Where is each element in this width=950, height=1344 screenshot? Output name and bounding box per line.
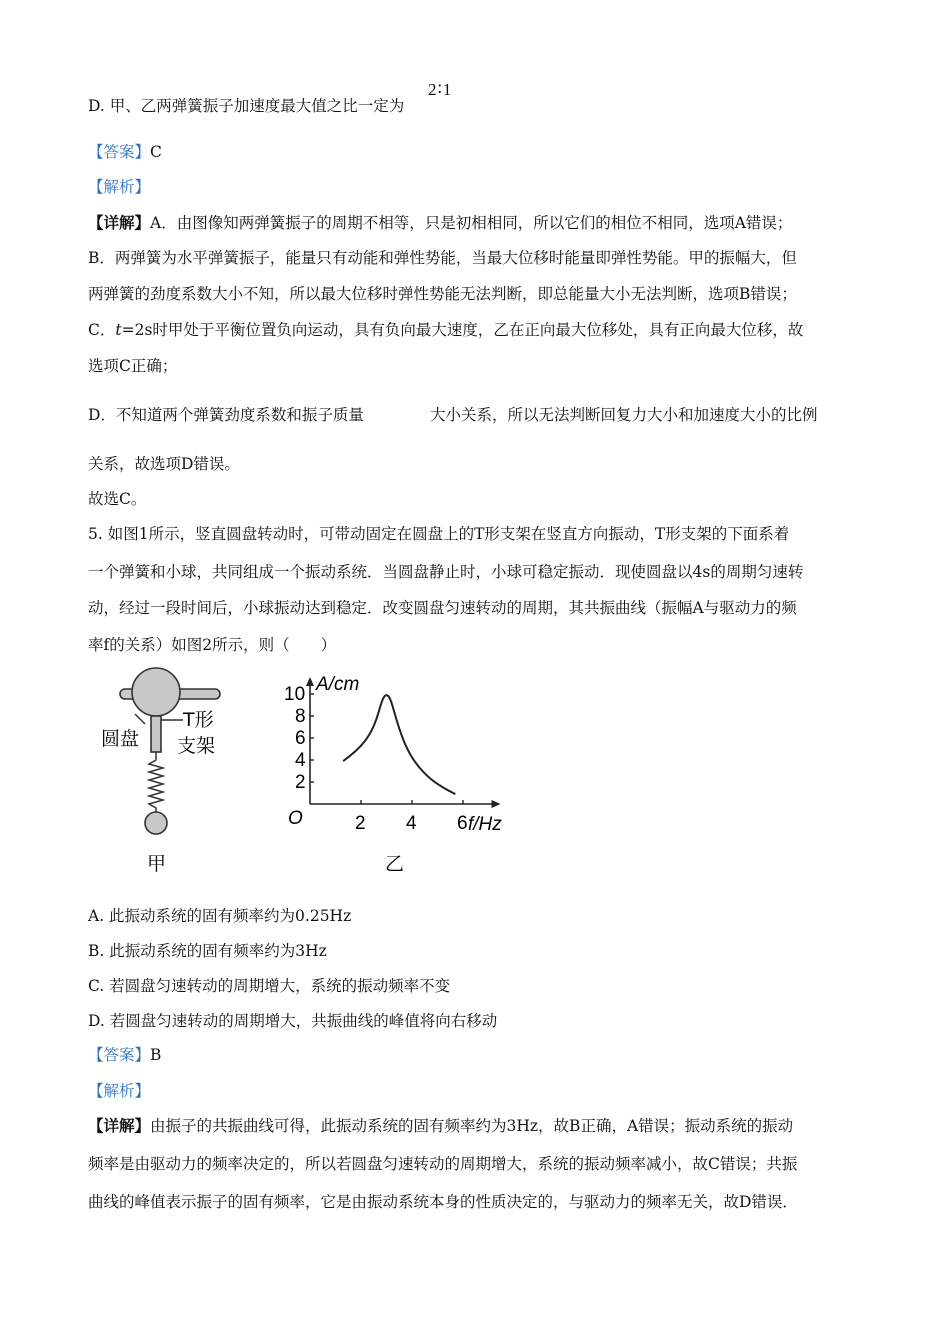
q4-analysis-tag: 【解析】 — [88, 178, 151, 196]
q4-detail-5: 选项C正确； — [88, 357, 178, 375]
detail-tag: 【详解】 — [88, 213, 151, 232]
label-disk: 圆盘 — [101, 728, 140, 750]
label-t-frame-1: T形 — [183, 709, 214, 731]
detail-text: A．由图像知两弹簧振子的周期不相等，只是初相相同，所以它们的相位不相同，选项A错误； — [150, 214, 793, 232]
y-tick-label: 6 — [295, 728, 306, 749]
q4-detail-2: B．两弹簧为水平弹簧振子，能量只有动能和弹性势能，当最大位移时能量即弹性势能。甲的振幅大，但 — [88, 249, 797, 267]
q5-option-a: A. 此振动系统的固有频率约为0.25Hz — [88, 907, 352, 925]
figure-2-caption: 乙 — [385, 853, 405, 875]
q4-ratio: 2∶1 — [428, 80, 453, 99]
q4-detail-1 — [88, 213, 792, 233]
y-tick-label: 2 — [295, 772, 306, 793]
axis-label-y: A/cm — [316, 674, 360, 695]
resonance-curve — [343, 695, 455, 794]
figure-1-caption: 甲 — [147, 853, 167, 875]
q4-detail-6a: D．不知道两个弹簧劲度系数和振子质量 — [88, 406, 364, 424]
chart-ticks — [284, 684, 468, 834]
q4-detail-7: 关系，故选项D错误。 — [88, 455, 240, 473]
disk — [132, 668, 180, 716]
q4-conclusion: 故选C。 — [88, 490, 147, 508]
x-tick-label: 2 — [355, 813, 366, 834]
q5-stem-1: 5. 如图1所示，竖直圆盘转动时，可带动固定在圆盘上的T形支架在竖直方向振动，T形支架的下面系着 — [88, 525, 790, 543]
variable-t: t — [115, 321, 122, 339]
y-axis-arrow — [306, 677, 314, 686]
q5-option-b: B. 此振动系统的固有频率约为3Hz — [88, 942, 327, 960]
q5-option-c: C. 若圆盘匀速转动的周期增大，系统的振动频率不变 — [88, 977, 451, 995]
q5-answer — [88, 1045, 161, 1065]
answer-value: B — [150, 1046, 162, 1064]
x-tick-label: 4 — [406, 813, 417, 834]
t-frame — [151, 716, 161, 752]
x-axis-arrow — [492, 800, 501, 808]
figure-1-apparatus — [95, 660, 245, 880]
q5-detail-1 — [88, 1116, 793, 1136]
chart-axes — [306, 677, 501, 808]
q5-analysis-tag: 【解析】 — [88, 1082, 151, 1100]
q5-option-d: D. 若圆盘匀速转动的周期增大，共振曲线的峰值将向右移动 — [88, 1012, 498, 1030]
detail-prefix: C． — [88, 321, 116, 339]
disk-pointer — [135, 714, 145, 724]
q5-detail-3: 曲线的峰值表示振子的固有频率，它是由振动系统本身的性质决定的，与驱动力的频率无关，故D错误． — [88, 1193, 798, 1211]
ball — [145, 812, 167, 834]
q5-detail-2: 频率是由驱动力的频率决定的，所以若圆盘匀速转动的周期增大，系统的振动频率减小，故C错误；共振 — [88, 1155, 798, 1173]
answer-tag: 【答案】 — [88, 1046, 151, 1064]
y-tick-label: 10 — [284, 684, 306, 705]
q5-stem-2: 一个弹簧和小球，共同组成一个振动系统．当圆盘静止时，小球可稳定振动．现使圆盘以4s的周期匀速转 — [88, 563, 804, 581]
q5-stem-3: 动，经过一段时间后，小球振动达到稳定．改变圆盘匀速转动的周期，其共振曲线（振幅A与驱动力的频 — [88, 599, 797, 617]
axis-label-x: f/Hz — [468, 814, 502, 835]
q5-stem-4: 率f的关系）如图2所示，则（ ） — [88, 636, 337, 654]
q4-detail-4 — [88, 320, 803, 340]
q4-option-d: D. 甲、乙两弹簧振子加速度最大值之比一定为 — [88, 97, 405, 115]
q4-answer — [88, 142, 162, 162]
q4-detail-3: 两弹簧的劲度系数大小不知，所以最大位移时弹性势能无法判断，即总能量大小无法判断，选项B错误； — [88, 285, 797, 303]
figure-2-resonance-chart — [280, 670, 520, 880]
detail-tag: 【详解】 — [88, 1116, 151, 1135]
label-t-frame-2: 支架 — [177, 735, 216, 757]
origin-label: O — [288, 808, 303, 829]
detail-text: 由振子的共振曲线可得，此振动系统的固有频率约为3Hz，故B正确，A错误；振动系统的振动 — [150, 1117, 794, 1135]
y-tick-label: 4 — [295, 750, 306, 771]
y-tick-label: 8 — [295, 706, 306, 727]
q4-detail-6b: 大小关系，所以无法判断回复力大小和加速度大小的比例 — [430, 406, 818, 424]
x-tick-label: 6 — [457, 813, 468, 834]
answer-tag: 【答案】 — [88, 143, 151, 161]
spring — [149, 752, 163, 812]
answer-value: C — [150, 143, 162, 161]
detail-rest: =2s时甲处于平衡位置负向运动，具有负向最大速度，乙在正向最大位移处，具有正向最大位移，故 — [121, 321, 804, 339]
